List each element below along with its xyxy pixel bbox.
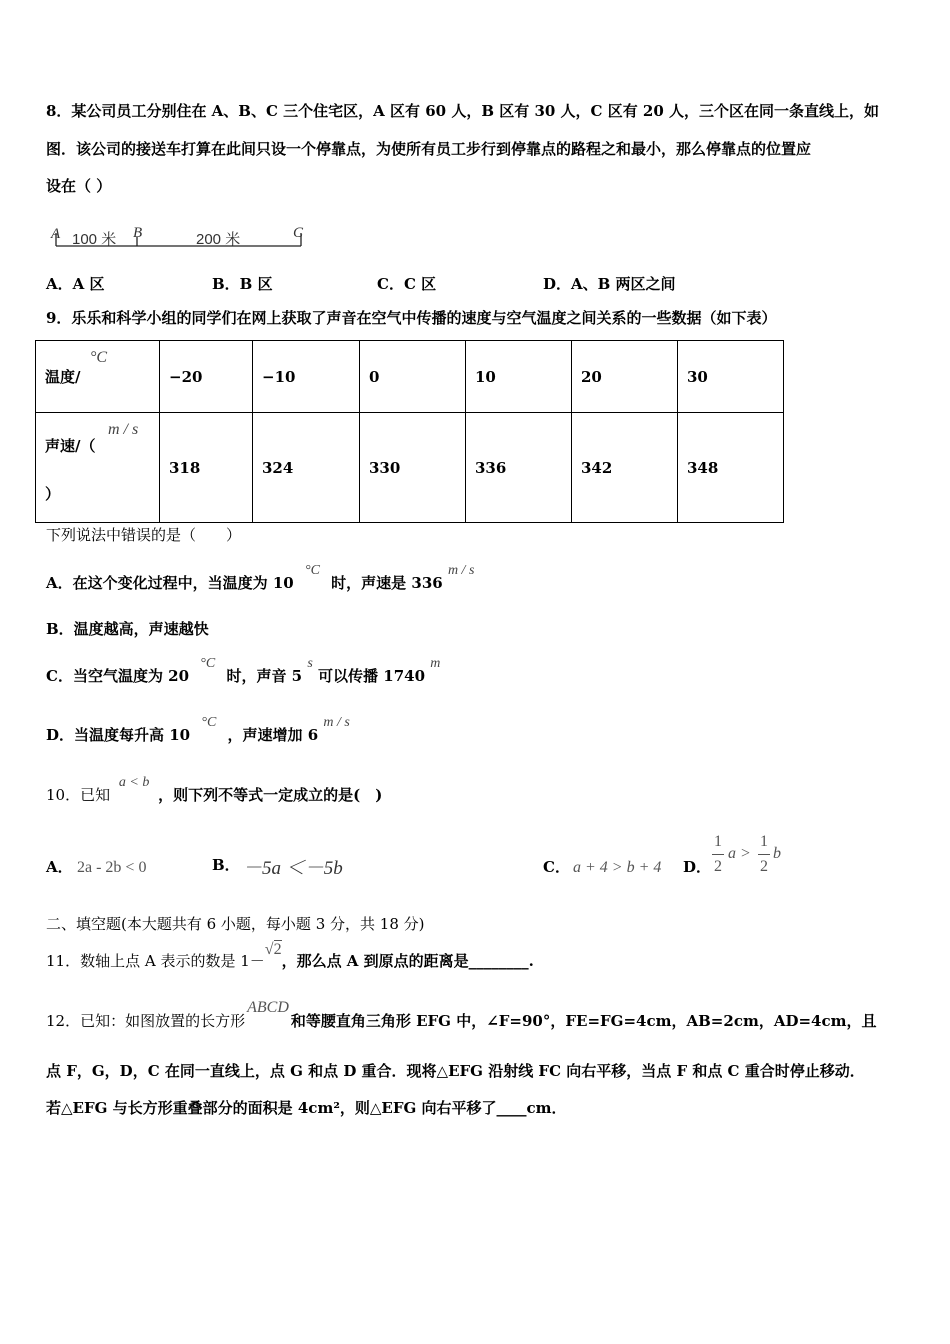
q9-option-c: C．当空气温度为 20 °C 时，声音 5 s 可以传播 1740 m xyxy=(46,656,441,685)
fraction-bar xyxy=(712,854,724,855)
expr-middle: a > xyxy=(728,845,751,862)
section-heading: 二、填空题(本大题共有 6 小题，每小题 3 分，共 18 分) xyxy=(46,915,425,933)
q8-line2: 图．该公司的接送车打算在此间只设一个停靠点，为使所有员工步行到停靠点的路程之和最小，那么停靠点的位置应 xyxy=(46,140,812,158)
q8-option-c: C．C 区 xyxy=(377,275,437,293)
q10-option-d-expr xyxy=(712,833,792,881)
q10-option-b-label: B． xyxy=(212,856,240,874)
table-cell: −20 xyxy=(160,341,253,413)
table-cell: 20 xyxy=(572,341,678,413)
fraction-numerator: 1 xyxy=(760,833,768,850)
q10-option-d-label: D． xyxy=(683,858,712,876)
q11-stem: 11．数轴上点 A 表示的数是 1－√2，那么点 A 到原点的距离是________. xyxy=(46,941,534,970)
q9-stem: 9．乐乐和科学小组的同学们在网上获取了声音在空气中传播的速度与空气温度之间关系的一些数据（如下表） xyxy=(46,309,777,327)
q8-point-a: A xyxy=(51,226,61,242)
q8-point-c: C xyxy=(293,225,304,241)
meters-unit: m xyxy=(430,656,441,671)
q10-option-c-label: C． xyxy=(543,858,570,876)
table-cell: 336 xyxy=(466,413,572,523)
q9-option-d: D．当温度每升高 10 °C ，声速增加 6 m / s xyxy=(46,715,350,744)
table-cell: 10 xyxy=(466,341,572,413)
q9-option-b: B．温度越高，声速越快 xyxy=(46,620,209,638)
q8-option-d: D．A、B 两区之间 xyxy=(543,275,676,293)
q8-option-a: A．A 区 xyxy=(46,275,105,293)
q8-point-b: B xyxy=(133,225,143,241)
expr-end: b xyxy=(773,845,781,862)
celsius-unit: °C xyxy=(200,656,216,671)
table-cell: 330 xyxy=(360,413,466,523)
table-cell: 348 xyxy=(678,413,784,523)
speed-unit: m / s xyxy=(447,563,475,578)
celsius-unit: °C xyxy=(90,349,108,366)
q8-line3: 设在（ ） xyxy=(46,177,112,195)
q8-bc-label: 200 米 xyxy=(196,231,241,248)
table-cell: 30 xyxy=(678,341,784,413)
q10-condition: a < b xyxy=(118,775,150,790)
table-cell: 342 xyxy=(572,413,678,523)
celsius-unit: °C xyxy=(304,563,320,578)
q8-ab-label: 100 米 xyxy=(72,231,117,248)
q9-option-a: A．在这个变化过程中，当温度为 10 °C 时，声速是 336 m / s xyxy=(46,563,475,592)
table-cell: 324 xyxy=(253,413,360,523)
q12-line2: 点 F，G，D，C 在同一直线上，点 G 和点 D 重合．现将△EFG 沿射线 FC 向右平移，当点 F 和点 C 重合时停止移动． xyxy=(46,1062,865,1080)
speed-unit: m / s xyxy=(108,421,139,438)
q8-option-b: B．B 区 xyxy=(212,275,273,293)
q12-line1: 12．已知：如图放置的长方形ABCD和等腰直角三角形 EFG 中，∠F=90°，FE=FG=4cm，AB=2cm，AD=4cm，且 xyxy=(46,999,877,1030)
q10-option-a-expr: 2a - 2b < 0 xyxy=(77,859,147,876)
q10-option-b-expr: －5a ＜－5b xyxy=(243,858,343,879)
table-cell: −10 xyxy=(253,341,360,413)
q8-figure-number-line xyxy=(48,220,318,252)
q10-stem: 10．已知 a < b ，则下列不等式一定成立的是( ) xyxy=(46,775,383,804)
speed-unit: m / s xyxy=(323,715,350,730)
table-cell: 318 xyxy=(160,413,253,523)
q9-prompt: 下列说法中错误的是（ ） xyxy=(46,526,242,544)
q12-line3: 若△EFG 与长方形重叠部分的面积是 4cm²，则△EFG 向右平移了____cm． xyxy=(46,1099,567,1117)
sqrt-expression: √2 xyxy=(264,941,282,958)
fraction-denominator: 2 xyxy=(760,858,768,875)
table-cell: 0 xyxy=(360,341,466,413)
table-row2-header: 声速/（ m / s ） xyxy=(36,413,160,523)
q10-option-a-label: A． xyxy=(46,858,73,876)
seconds-unit: s xyxy=(307,656,313,671)
rectangle-name: ABCD xyxy=(247,999,289,1016)
fraction-numerator: 1 xyxy=(714,833,722,850)
celsius-unit: °C xyxy=(201,715,217,730)
q8-line1: 8．某公司员工分别住在 A、B、C 三个住宅区，A 区有 60 人，B 区有 30 人，C 区有 20 人，三个区在同一条直线上，如 xyxy=(46,102,880,120)
fraction-denominator: 2 xyxy=(714,858,722,875)
fraction-bar xyxy=(758,854,770,855)
table-row1-header: 温度/ °C xyxy=(36,341,160,413)
q9-data-table xyxy=(35,340,784,523)
q10-option-c-expr: a + 4 > b + 4 xyxy=(573,859,662,876)
